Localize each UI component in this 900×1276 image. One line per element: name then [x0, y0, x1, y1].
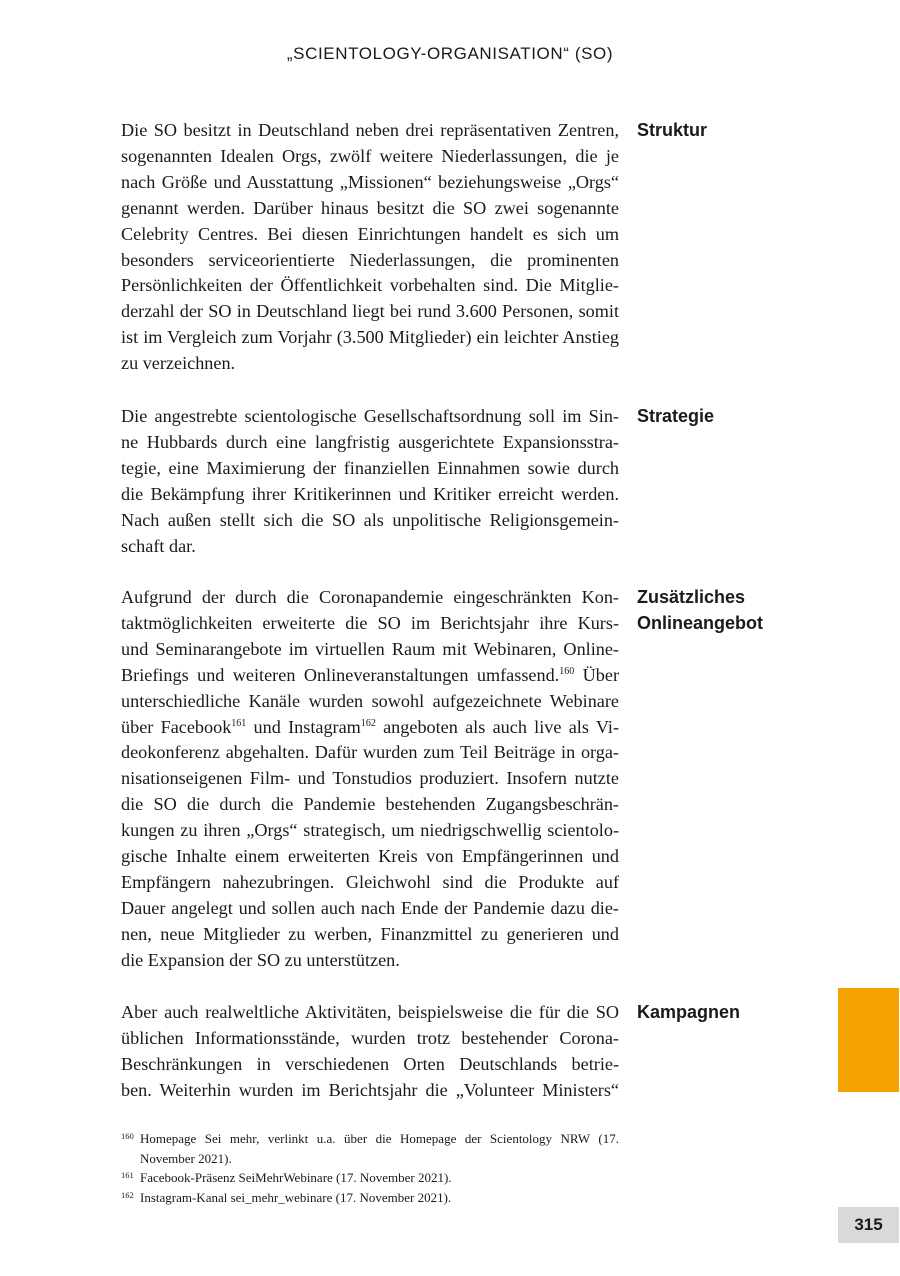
- text-line: ben. Weiterhin wurden im Berichtsjahr die „Volunteer Ministers“: [121, 1079, 619, 1100]
- text-line: sogenannten Idealen Orgs, zwölf weitere Niederlassungen, die je: [121, 145, 619, 166]
- text-line: derzahl der SO in Deutschland liegt bei rund 3.600 Personen, somit: [121, 301, 619, 322]
- text-line: gische Inhalte einem erweiterten Kreis von Empfängerinnen und: [121, 846, 619, 867]
- text-line: schaft dar.: [121, 535, 196, 556]
- margin-heading-strategie: Strategie: [637, 406, 715, 426]
- footnotes: [121, 1129, 619, 1207]
- text-line: genannt werden. Darüber hinaus besitzt die SO zwei sogenannte: [121, 197, 619, 218]
- text-line: deokonferenz abgehalten. Dafür wurden zum Teil Beiträge in orga-: [121, 742, 619, 763]
- text-line: [121, 715, 619, 741]
- margin-heading-kampagnen: Kampagnen: [637, 1002, 741, 1022]
- footnote-ref-160[interactable]: 160: [559, 665, 575, 677]
- text-line: Aber auch realweltliche Aktivitäten, beispielsweise die für die SO: [121, 1002, 619, 1022]
- paragraph-strategie: [121, 404, 619, 559]
- text-line: die Bekämpfung ihrer Kritikerinnen und Kritiker erreicht werden.: [121, 483, 619, 504]
- paragraph-struktur: [121, 118, 619, 377]
- page-number: 315: [838, 1207, 899, 1243]
- text-line: Die angestrebte scientologische Gesellschaftsordnung soll im Sin-: [121, 406, 619, 426]
- text-line: tegie, eine Maximierung der finanziellen Einnahmen sowie durch: [121, 457, 619, 478]
- text-segment: über Facebook: [121, 716, 232, 737]
- text-line: kungen zu ihren „Orgs“ strategisch, um niedrigschwellig scientolo-: [121, 820, 619, 841]
- text-line: Beschränkungen in verschiedenen Orten Deutschlands betrie-: [121, 1053, 619, 1074]
- footnote-ref-161[interactable]: 161: [231, 717, 247, 729]
- text-line: Nach außen stellt sich die SO als unpolitische Religionsgemein-: [121, 509, 619, 530]
- footnote-text: Homepage Sei mehr, verlinkt u.a. über die Homepage der Scientology NRW (17. November 2021).: [140, 1131, 619, 1166]
- running-head: „SCIENTOLOGY-ORGANISATION“ (SO): [286, 44, 614, 63]
- text-segment: Briefings und weiteren Onlineveranstaltungen umfassend.: [121, 664, 560, 685]
- text-line: Aufgrund der durch die Coronapandemie eingeschränkten Kon-: [121, 587, 619, 607]
- footnote-text: Instagram-Kanal sei_mehr_webinare (17. November 2021).: [140, 1189, 452, 1205]
- text-line: besonders serviceorientierte Niederlassungen, die prominenten: [121, 249, 619, 270]
- text-segment: Über: [574, 664, 620, 685]
- footnote-162: [121, 1188, 619, 1208]
- text-line: Celebrity Centres. Bei diesen Einrichtungen handelt es sich um: [121, 223, 619, 244]
- paragraph-onlineangebot: [121, 585, 619, 974]
- paragraph-kampagnen: [121, 1000, 619, 1104]
- text-line: zu verzeichnen.: [121, 353, 236, 374]
- text-line: unterschiedliche Kanäle wurden sowohl aufgezeichnete Webinare: [121, 690, 619, 711]
- footnote-160: [121, 1129, 619, 1168]
- text-line: Persönlichkeiten der Öffentlichkeit vorbehalten sind. Die Mitglie-: [121, 275, 619, 296]
- footnote-161: [121, 1168, 619, 1188]
- text-line: ist im Vergleich zum Vorjahr (3.500 Mitglieder) ein leichter Anstieg: [121, 327, 619, 348]
- text-line: [121, 663, 619, 689]
- text-line: Dauer angelegt und sollen auch nach Ende der Pandemie dazu die-: [121, 897, 619, 918]
- heading-line: Onlineangebot: [637, 612, 763, 633]
- text-line: nach Größe und Ausstattung „Missionen“ beziehungsweise „Orgs“: [121, 171, 619, 192]
- text-segment: und Instagram: [246, 716, 361, 737]
- text-line: ne Hubbards durch eine langfristig ausgerichtete Expansionsstra-: [121, 431, 619, 452]
- heading-line: Zusätzliches: [637, 587, 746, 607]
- text-line: Die SO besitzt in Deutschland neben drei repräsentativen Zentren,: [121, 120, 619, 140]
- text-line: nisationseigenen Film- und Tonstudios produziert. Insofern nutzte: [121, 768, 619, 789]
- footnote-number: 162: [121, 1189, 134, 1200]
- margin-heading-onlineangebot: [637, 585, 877, 637]
- text-line: Empfängern nahezubringen. Gleichwohl sind die Produkte auf: [121, 871, 619, 892]
- footnote-ref-162[interactable]: 162: [360, 717, 376, 729]
- margin-heading-struktur: Struktur: [637, 120, 708, 140]
- text-line: taktmöglichkeiten erweiterte die SO im Berichtsjahr ihre Kurs-: [121, 612, 619, 633]
- footnote-number: 161: [121, 1170, 134, 1180]
- text-line: üblichen Informationsstände, wurden trotz bestehender Corona-: [121, 1027, 619, 1048]
- text-line: nen, neue Mitglieder zu werben, Finanzmittel zu generieren und: [121, 923, 619, 944]
- footnote-text: Facebook-Präsenz SeiMehrWebinare (17. November 2021).: [140, 1170, 452, 1185]
- text-line: die Expansion der SO zu unterstützen.: [121, 949, 400, 970]
- chapter-tab-marker: [838, 988, 899, 1092]
- footnote-number: 160: [121, 1131, 134, 1141]
- text-line: und Seminarangebote im virtuellen Raum mit Webinaren, Online-: [121, 638, 619, 659]
- text-line: die SO die durch die Pandemie bestehenden Zugangsbeschrän-: [121, 794, 619, 815]
- text-segment: angeboten als auch live als Vi-: [375, 716, 620, 737]
